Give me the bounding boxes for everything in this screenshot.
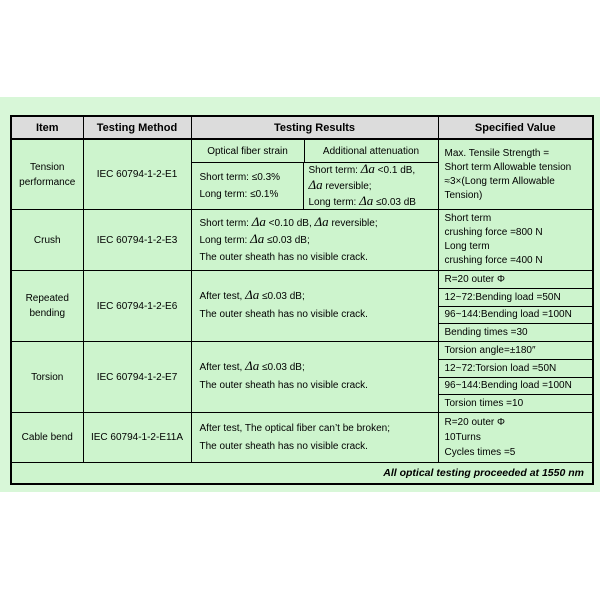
cell-cable-bend-specified <box>438 413 593 463</box>
tension-results-subtable <box>192 140 438 209</box>
spec-subrow: Torsion times =10 <box>439 394 593 412</box>
cell-crush-specified <box>438 210 593 271</box>
text-line: The outer sheath has no visible crack. <box>199 380 368 391</box>
col-header-testing-method: Testing Method <box>83 116 191 139</box>
text-segment: Long term: <box>199 234 251 246</box>
row-cable-bend <box>11 413 593 463</box>
cell-tension-item: Tension performance <box>11 139 83 210</box>
text-segment: Short term: <box>199 217 252 229</box>
text-line: Long term <box>444 241 490 252</box>
spec-subrow: R=20 outer Φ <box>444 273 506 285</box>
text-line: After test, The optical fiber can’t be broken; <box>199 422 390 434</box>
text-segment: reversible; <box>328 217 378 229</box>
text-line: R=20 outer Φ <box>444 417 506 428</box>
text-segment: reversible; <box>322 181 372 192</box>
text-line: Cycles times =5 <box>444 447 516 458</box>
text-segment: After test, <box>199 291 246 302</box>
text-line <box>200 215 434 232</box>
delta-a: Δa <box>308 177 323 192</box>
delta-a: Δa <box>314 213 329 229</box>
header-row <box>11 116 593 139</box>
cell-torsion-item: Torsion <box>11 342 83 413</box>
specified-subrows <box>439 271 593 341</box>
col-header-testing-results: Testing Results <box>191 116 438 139</box>
subheader-optical-fiber-strain: Optical fiber strain <box>192 140 305 162</box>
text-line: Short term Allowable tension <box>444 161 572 173</box>
col-header-specified-value: Specified Value <box>438 116 593 139</box>
tension-strain-values <box>192 163 304 209</box>
row-torsion <box>11 342 593 413</box>
spec-subrow: 96~144:Bending load =100N <box>439 377 593 395</box>
text-line <box>309 178 438 194</box>
text-line: Short term <box>444 213 492 224</box>
tension-attenuation-values <box>304 163 438 209</box>
text-line: crushing force =400 N <box>444 255 543 266</box>
row-tension <box>11 139 593 210</box>
footer-note: All optical testing proceeded at 1550 nm <box>11 463 593 485</box>
col-header-item: Item <box>11 116 83 139</box>
text-line: The outer sheath has no visible crack. <box>199 309 368 320</box>
row-repeated-bending <box>11 271 593 342</box>
cell-crush-item: Crush <box>11 210 83 271</box>
text-line: Long term: ≤0.1% <box>199 189 279 200</box>
delta-a: Δa <box>360 161 375 176</box>
cell-torsion-specified <box>438 342 593 413</box>
spec-subrow: 12~72:Bending load =50N <box>439 288 593 306</box>
tension-results-subheader <box>192 140 438 163</box>
cell-tension-results <box>191 139 438 210</box>
text-segment: After test, <box>199 362 246 373</box>
text-line <box>309 194 438 210</box>
text-segment: ≤0.03 dB; <box>259 362 305 373</box>
delta-a: Δa <box>250 230 265 246</box>
text-line: ≈3×(Long term Allowable <box>444 175 555 187</box>
cell-repeated-bending-method: IEC 60794-1-2-E6 <box>83 271 191 342</box>
text-line: 10Turns <box>444 432 481 443</box>
text-line <box>200 232 434 249</box>
text-line: The outer sheath has no visible crack. <box>199 440 368 452</box>
cell-tension-specified <box>438 139 593 210</box>
text-segment: Short term: <box>308 165 361 176</box>
cell-crush-method: IEC 60794-1-2-E3 <box>83 210 191 271</box>
cell-tension-method: IEC 60794-1-2-E1 <box>83 139 191 210</box>
text-line <box>309 162 438 178</box>
text-segment: ≤0.03 dB <box>373 197 416 208</box>
row-crush <box>11 210 593 271</box>
cell-crush-results <box>191 210 438 271</box>
specified-subrows <box>439 342 593 412</box>
text-line: Tension) <box>444 189 483 201</box>
cell-repeated-bending-specified <box>438 271 593 342</box>
delta-a: Δa <box>245 287 260 302</box>
text-line: The outer sheath has no visible crack. <box>199 251 368 263</box>
spec-table <box>10 115 594 485</box>
text-segment: <0.1 dB, <box>374 165 416 176</box>
cell-cable-bend-item: Cable bend <box>11 413 83 463</box>
text-segment: ≤0.03 dB; <box>264 234 310 246</box>
text-segment: ≤0.03 dB; <box>259 291 305 302</box>
delta-a: Δa <box>251 213 266 229</box>
spec-subrow: 12~72:Torsion load =50N <box>439 359 593 377</box>
text-line <box>200 288 434 306</box>
delta-a: Δa <box>359 193 374 208</box>
tension-results-body <box>192 163 438 209</box>
cell-repeated-bending-results <box>191 271 438 342</box>
text-segment: Long term: <box>308 197 360 208</box>
subheader-additional-attenuation: Additional attenuation <box>322 145 420 157</box>
footer-row <box>11 463 593 485</box>
delta-a: Δa <box>245 358 260 373</box>
spec-subrow: 96~144:Bending load =100N <box>439 306 593 324</box>
cell-repeated-bending-item: Repeated bending <box>11 271 83 342</box>
text-line: Max. Tensile Strength = <box>444 147 550 159</box>
spec-subrow: Bending times =30 <box>439 323 593 341</box>
text-line: crushing force =800 N <box>444 227 543 238</box>
cell-cable-bend-method: IEC 60794-1-2-E11A <box>83 413 191 463</box>
text-line <box>200 359 434 377</box>
spec-subrow: Torsion angle=±180″ <box>444 344 536 356</box>
cell-torsion-results <box>191 342 438 413</box>
cell-cable-bend-results <box>191 413 438 463</box>
cell-torsion-method: IEC 60794-1-2-E7 <box>83 342 191 413</box>
text-segment: <0.10 dB, <box>265 217 315 229</box>
text-line: Short term: ≤0.3% <box>199 172 281 183</box>
